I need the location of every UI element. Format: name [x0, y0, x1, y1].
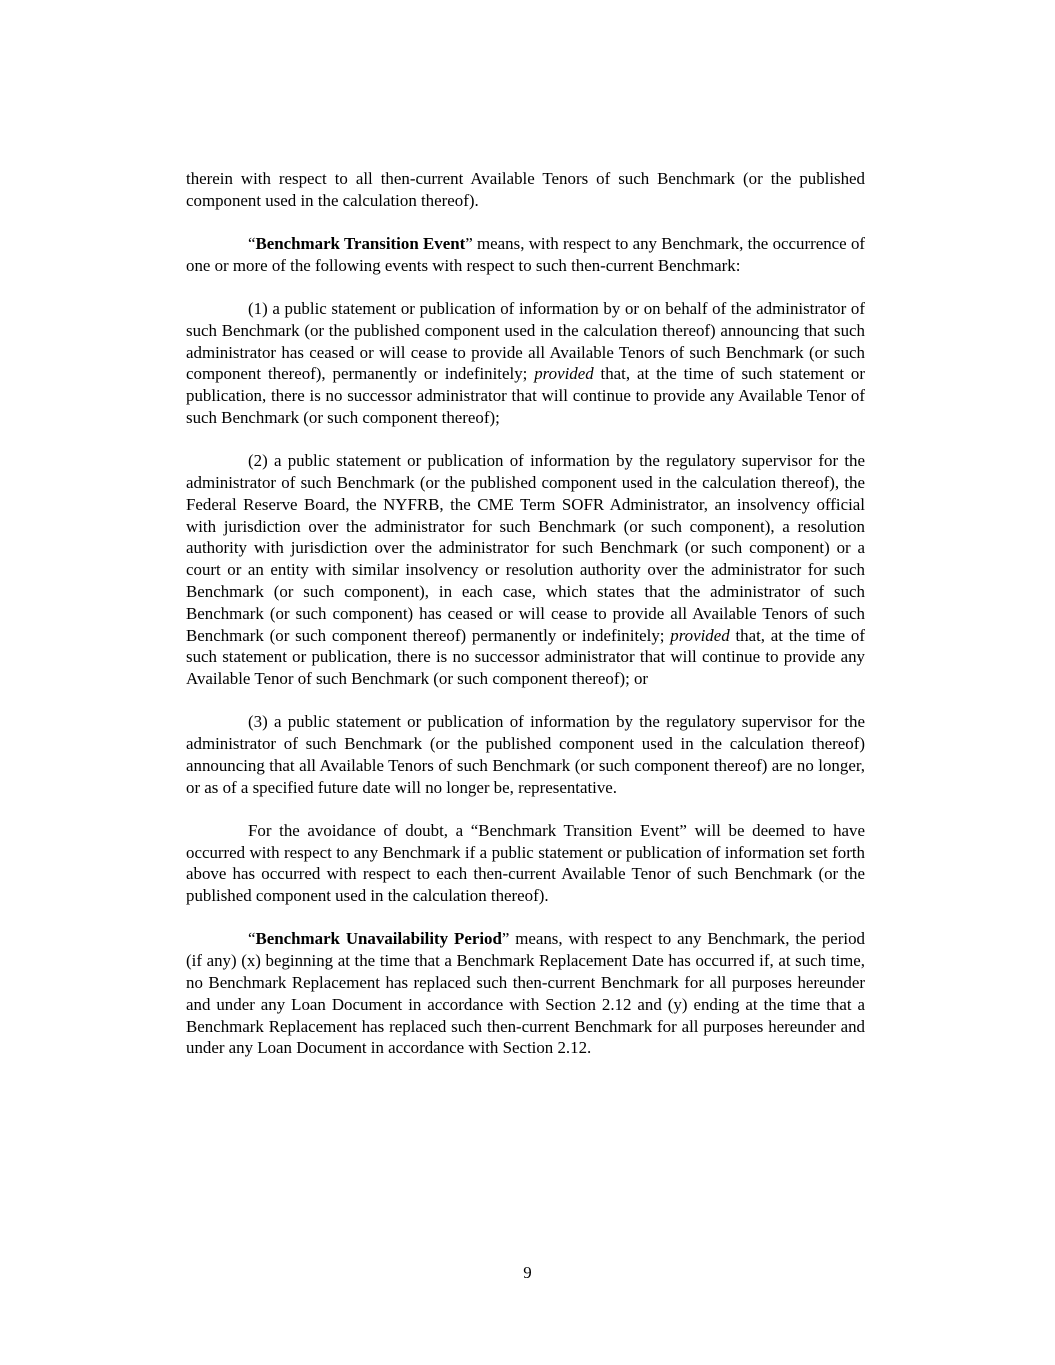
- continuation-paragraph: therein with respect to all then-current Available Tenors of such Benchmark (or the published component used in the calculation thereof).: [186, 169, 865, 210]
- clause-2: [186, 450, 865, 690]
- clause-2-text-before: (2) a public statement or publication of information by the regulatory supervisor for the administrator of such Benchmark (or the published component used in the calculation thereof), the Federal Reserve Board, the NYFRB, the CME Term SOFR Administrator, an insolvency official with jurisdiction over the administrator for such Benchmark (or such component), a resolution authority with jurisdiction over the administrator for such Benchmark (or such component) or a court or an entity with similar insolvency or resolution authority over the administrator for such Benchmark (or such component), in each case, which states that the administrator of such Benchmark (or such component) has ceased or will cease to provide all Available Tenors of such Benchmark (or such component thereof) permanently or indefinitely;: [186, 451, 865, 645]
- page-number: 9: [523, 1263, 532, 1282]
- defined-term-benchmark-transition-event: Benchmark Transition Event: [255, 233, 466, 253]
- clause-3: (3) a public statement or publication of information by the regulatory supervisor for the administrator of such Benchmark (or the published component used in the calculation thereof) announcing that all Available Tenors of such Benchmark (or such component thereof) are no longer, or as of a specified future date will no longer be, representative.: [186, 712, 865, 797]
- benchmark-unavailability-period-definition: [186, 928, 865, 1059]
- open-quote: “: [248, 929, 256, 949]
- defined-term-benchmark-unavailability-period: Benchmark Unavailability Period: [255, 929, 502, 949]
- benchmark-transition-event-definition: [186, 233, 865, 277]
- clause-2-provided: provided: [670, 625, 730, 645]
- clause-1: [186, 298, 865, 429]
- clause-1-provided: provided: [534, 364, 594, 384]
- open-quote: “: [248, 233, 256, 253]
- definition-text: ” means, with respect to any Benchmark, the period (if any) (x) beginning at the time that a Benchmark Replacement Date has occurred if, at such time, no Benchmark Replacement has replaced such then-current Benchmark for all purposes hereunder and under any Loan Document in accordance with Section 2.12 and (y) ending at the time that a Benchmark Replacement has replaced such then-current Benchmark for all purposes hereunder and under any Loan Document in accordance with Section 2.12.: [186, 929, 865, 1058]
- clause-2-text-after: that, at the time of such statement or publication, there is no successor administrator that will continue to provide any Available Tenor of such Benchmark (or such component thereof); or: [186, 625, 865, 689]
- document-body: [186, 168, 865, 1081]
- avoidance-of-doubt-paragraph: For the avoidance of doubt, a “Benchmark Transition Event” will be deemed to have occurred with respect to any Benchmark if a public statement or publication of information set forth above has occurred with respect to each then-current Available Tenor of such Benchmark (or the published component used in the calculation thereof).: [186, 820, 865, 906]
- definition-text: ” means, with respect to any Benchmark, the occurrence of one or more of the following events with respect to such then-current Benchmark:: [186, 233, 866, 275]
- clause-1-text-after: that, at the time of such statement or publication, there is no successor administrator that will continue to provide any Available Tenor of such Benchmark (or such component thereof);: [186, 364, 865, 427]
- clause-1-text-before: (1) a public statement or publication of information by or on behalf of the administrator of such Benchmark (or the published component used in the calculation thereof) announcing that such administrator has ceased or will cease to provide all Available Tenors of such Benchmark (or such component thereof), permanently or indefinitely;: [186, 298, 865, 384]
